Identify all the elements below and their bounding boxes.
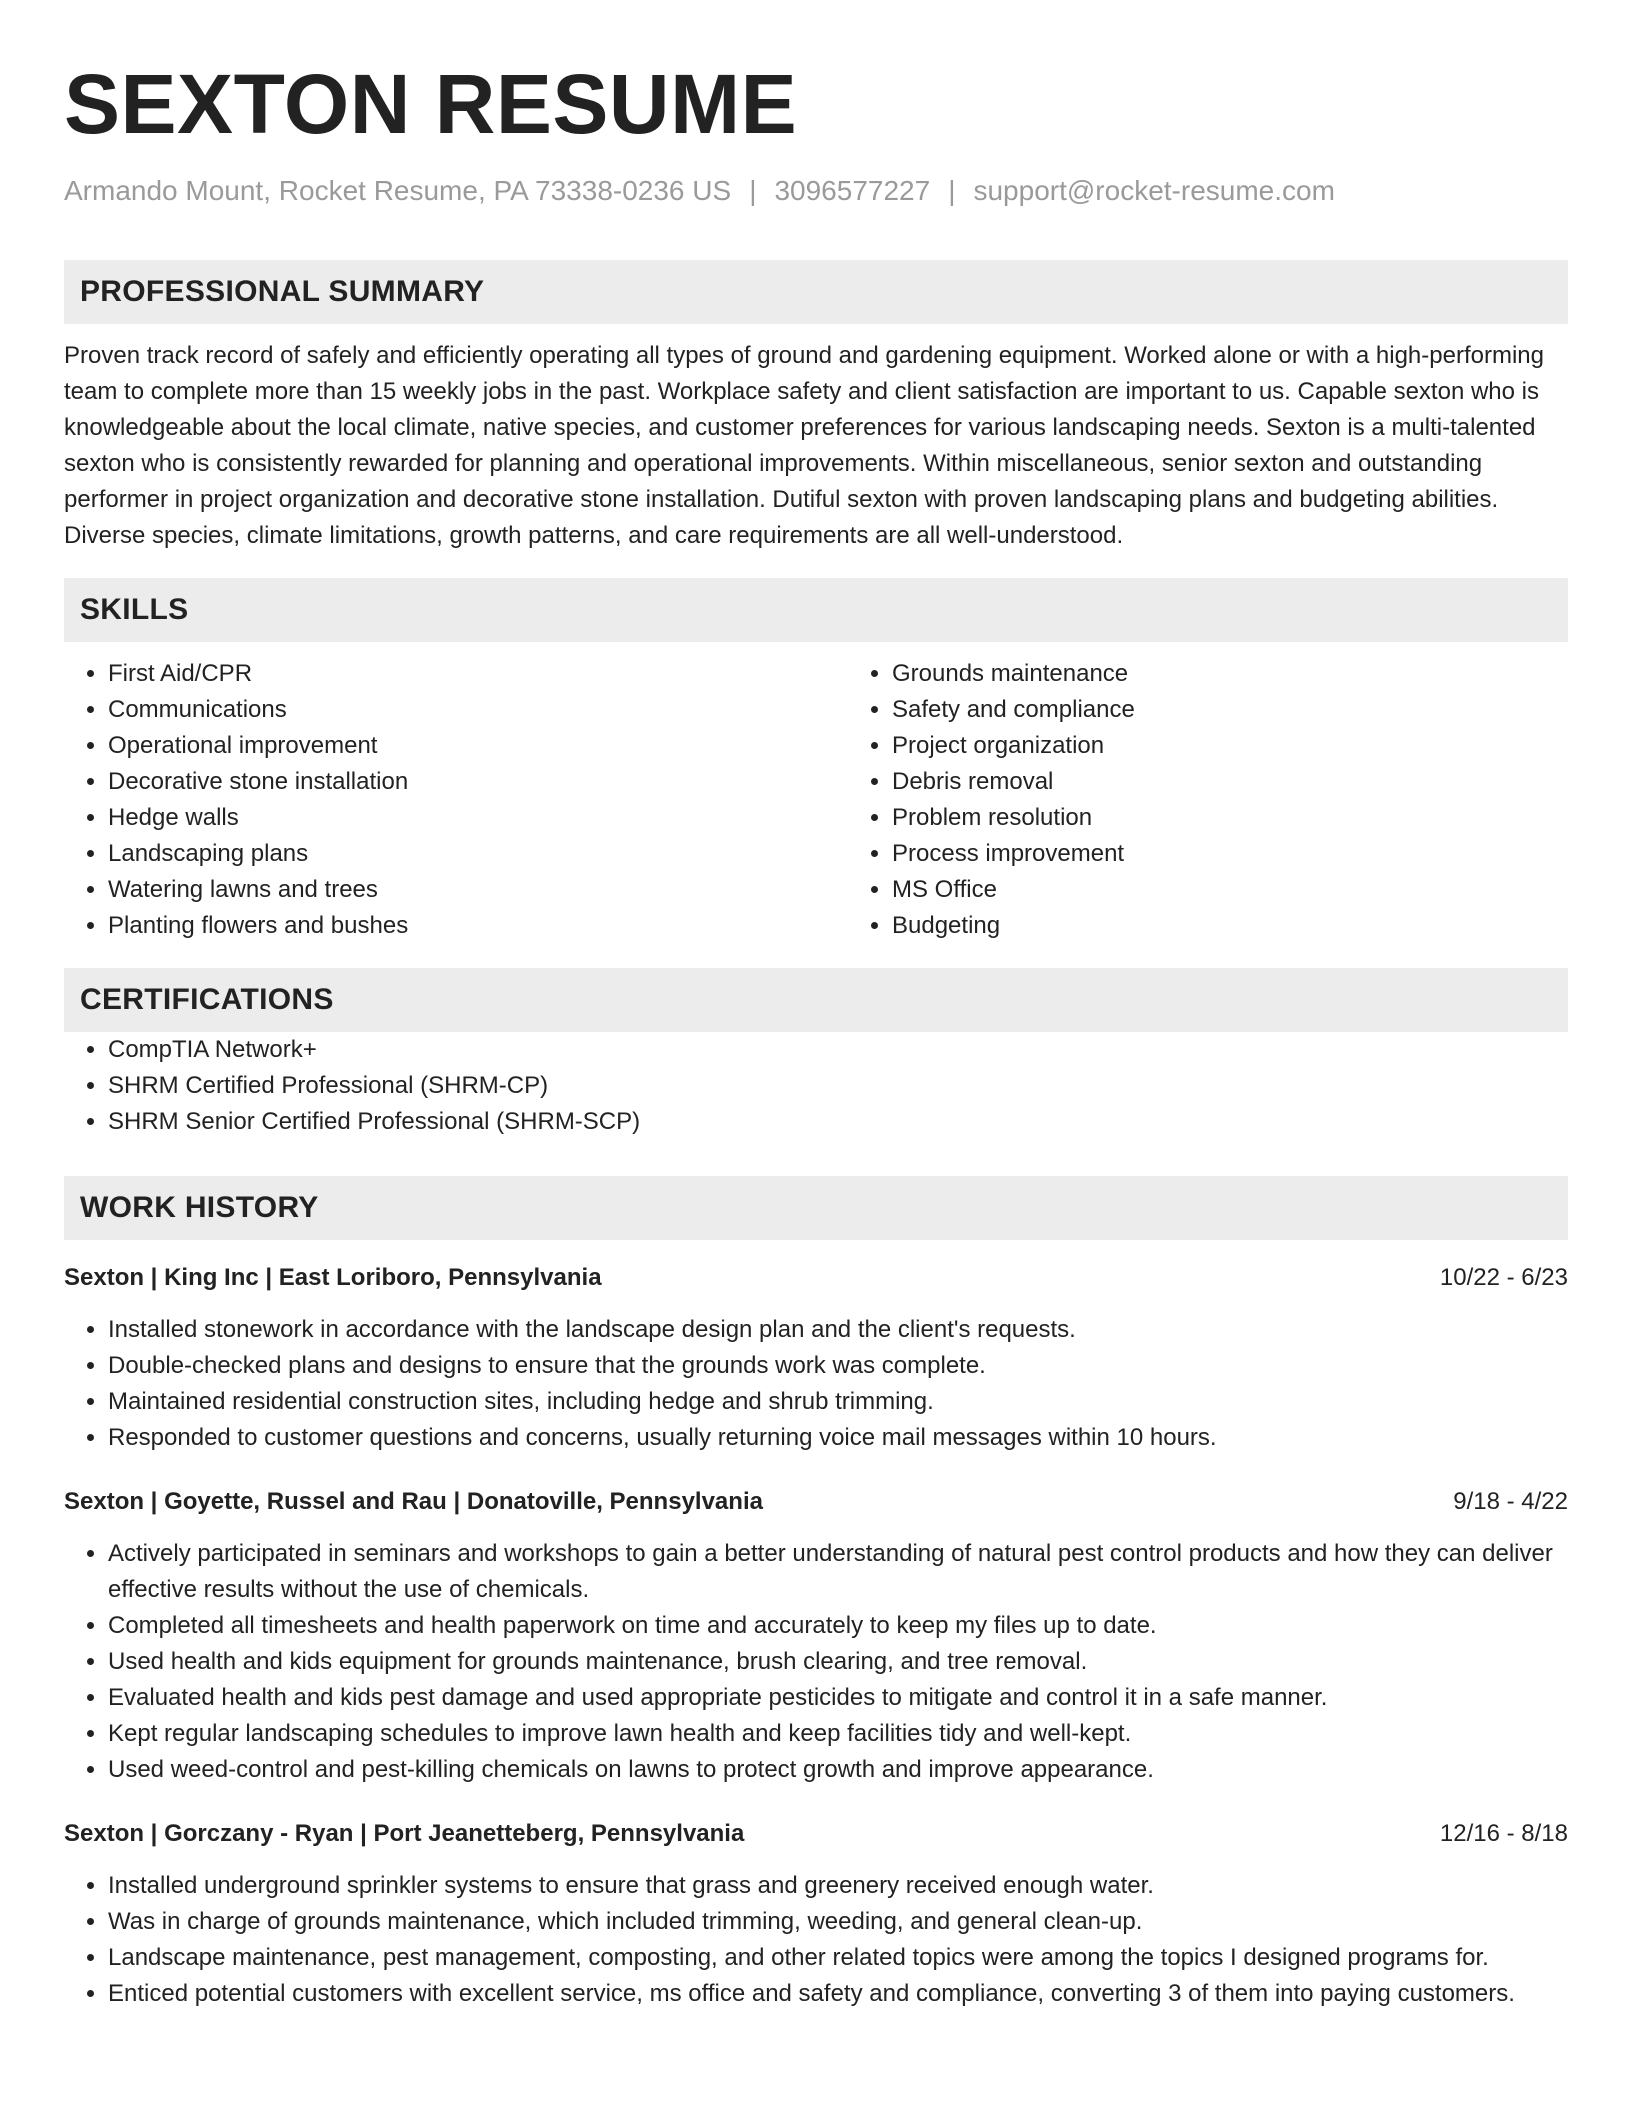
job-header [64, 1260, 1568, 1296]
section-title-skills: SKILLS [80, 593, 189, 626]
contact-address: Armando Mount, Rocket Resume, PA 73338-0236 US [64, 175, 732, 206]
job-bullet: • Used health and kids equipment for grounds maintenance, brush clearing, and tree removal. [108, 1644, 1568, 1680]
skill-item: • Planting flowers and bushes [108, 908, 848, 944]
job-bullet: • Actively participated in seminars and workshops to gain a better understanding of natural pest control products and how they can deliver effective results without the use of chemicals. [108, 1536, 1568, 1608]
certification-item: • SHRM Certified Professional (SHRM-CP) [108, 1068, 1568, 1104]
job-header [64, 1816, 1568, 1852]
job-bullets [64, 1868, 1568, 2012]
job-heading: Sexton | Goyette, Russel and Rau | Donatoville, Pennsylvania [64, 1488, 763, 1515]
resume-title: SEXTON RESUME [64, 57, 798, 151]
skill-item: • Landscaping plans [108, 836, 848, 872]
job-bullet: • Kept regular landscaping schedules to improve lawn health and keep facilities tidy and well-kept. [108, 1716, 1568, 1752]
job-entry [64, 1260, 1568, 1456]
section-title-work-history: WORK HISTORY [80, 1191, 319, 1224]
work-history-section [64, 1176, 1568, 2012]
job-bullets [64, 1312, 1568, 1456]
section-header-bar [64, 1176, 1568, 1240]
contact-line [64, 174, 1568, 208]
job-bullet: • Responded to customer questions and concerns, usually returning voice mail messages within 10 hours. [108, 1420, 1568, 1456]
contact-separator: | [948, 175, 956, 206]
summary-section [64, 260, 1568, 554]
job-bullet: • Evaluated health and kids pest damage and used appropriate pesticides to mitigate and control it in a safe manner. [108, 1680, 1568, 1716]
section-header-bar [64, 260, 1568, 324]
skills-list-right [848, 656, 1568, 944]
job-entry [64, 1484, 1568, 1788]
section-title-summary: PROFESSIONAL SUMMARY [80, 275, 485, 308]
job-bullet: • Completed all timesheets and health paperwork on time and accurately to keep my files up to date. [108, 1608, 1568, 1644]
job-header [64, 1484, 1568, 1520]
section-title-certifications: CERTIFICATIONS [80, 983, 334, 1016]
skill-item: • Debris removal [892, 764, 1568, 800]
job-bullet: • Used weed-control and pest-killing chemicals on lawns to protect growth and improve appearance. [108, 1752, 1568, 1788]
job-dates: 10/22 - 6/23 [1439, 1264, 1568, 1291]
skill-item: • Safety and compliance [892, 692, 1568, 728]
job-bullet: • Maintained residential construction sites, including hedge and shrub trimming. [108, 1384, 1568, 1420]
contact-phone: 3096577227 [774, 175, 931, 206]
section-header-bar [64, 968, 1568, 1032]
skill-item: • Problem resolution [892, 800, 1568, 836]
skill-item: • Operational improvement [108, 728, 848, 764]
job-bullet: • Was in charge of grounds maintenance, which included trimming, weeding, and general clean-up. [108, 1904, 1568, 1940]
job-bullet: • Landscape maintenance, pest management, composting, and other related topics were among the topics I designed programs for. [108, 1940, 1568, 1976]
certifications-section [64, 968, 1568, 1140]
skill-item: • Watering lawns and trees [108, 872, 848, 908]
skill-item: • Communications [108, 692, 848, 728]
contact-email: support@rocket-resume.com [973, 175, 1335, 206]
job-bullet: • Installed stonework in accordance with the landscape design plan and the client's requests. [108, 1312, 1568, 1348]
skill-item: • First Aid/CPR [108, 656, 848, 692]
skill-item: • Project organization [892, 728, 1568, 764]
job-dates: 12/16 - 8/18 [1439, 1820, 1568, 1847]
certification-item: • CompTIA Network+ [108, 1032, 1568, 1068]
certification-item: • SHRM Senior Certified Professional (SHRM-SCP) [108, 1104, 1568, 1140]
skill-item: • MS Office [892, 872, 1568, 908]
skill-item: • Process improvement [892, 836, 1568, 872]
job-entry [64, 1816, 1568, 2012]
section-header-bar [64, 578, 1568, 642]
skill-item: • Decorative stone installation [108, 764, 848, 800]
job-heading: Sexton | Gorczany - Ryan | Port Jeanetteberg, Pennsylvania [64, 1820, 745, 1847]
certifications-list [64, 1032, 1568, 1140]
job-bullets [64, 1536, 1568, 1788]
skill-item: • Hedge walls [108, 800, 848, 836]
job-bullet: • Installed underground sprinkler systems to ensure that grass and greenery received enough water. [108, 1868, 1568, 1904]
skills-section [64, 578, 1568, 944]
job-heading: Sexton | King Inc | East Loriboro, Pennsylvania [64, 1264, 602, 1291]
summary-text: Proven track record of safely and efficiently operating all types of ground and gardening equipment. Worked alone or with a high-performing team to complete more than 15 weekly jobs in the past. Workplace safety and client satisfaction are important to us. Capable sexton who is knowledgeable about the local climate, native species, and customer preferences for various landscaping needs. Sexton is a multi-talented sexton who is consistently rewarded for planning and operational improvements. Within miscellaneous, senior sexton and outstanding performer in project organization and decorative stone installation. Dutiful sexton with proven landscaping plans and budgeting abilities. Diverse species, climate limitations, growth patterns, and care requirements are all well-understood. [64, 342, 1544, 549]
contact-separator: | [749, 175, 757, 206]
job-bullet: • Enticed potential customers with excellent service, ms office and safety and compliance, converting 3 of them into paying customers. [108, 1976, 1568, 2012]
job-bullet: • Double-checked plans and designs to ensure that the grounds work was complete. [108, 1348, 1568, 1384]
skill-item: • Grounds maintenance [892, 656, 1568, 692]
skill-item: • Budgeting [892, 908, 1568, 944]
skills-list-left [64, 656, 848, 944]
job-dates: 9/18 - 4/22 [1453, 1488, 1568, 1515]
skills-columns [64, 656, 1568, 944]
